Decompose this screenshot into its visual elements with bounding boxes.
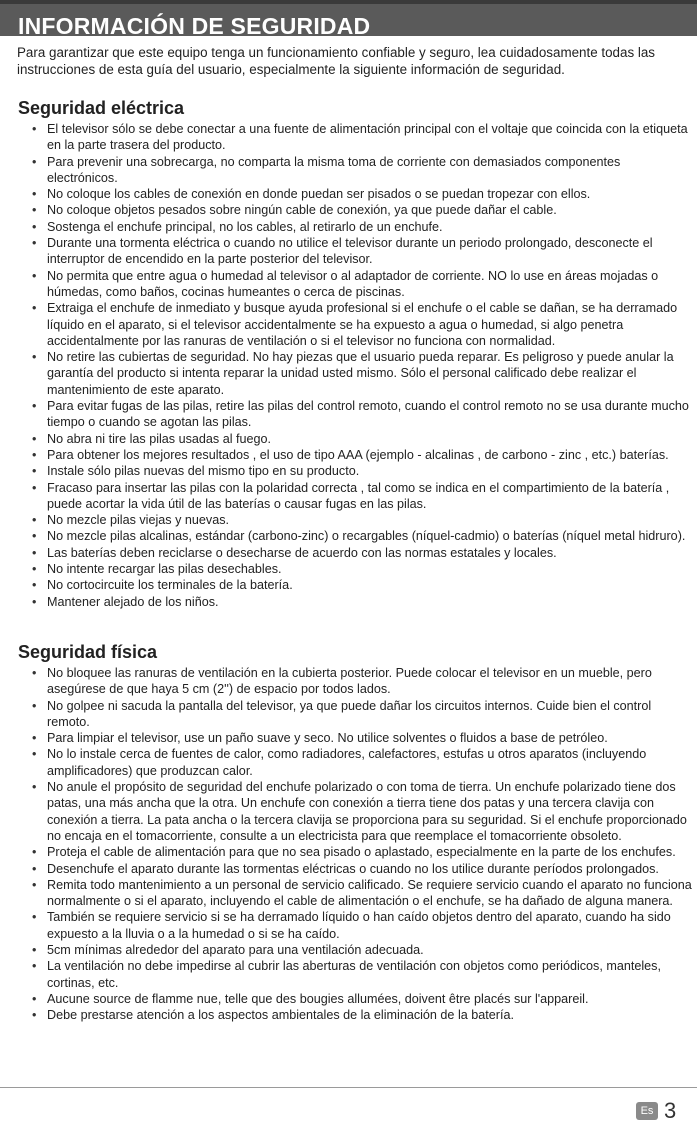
list-item: • Para limpiar el televisor, use un paño suave y seco. No utilice solventes o fluidos a base de petróleo. <box>18 730 696 746</box>
list-item: • Aucune source de flamme nue, telle que des bougies allumées, doivent être placés sur l'appareil. <box>18 991 696 1007</box>
list-item: • También se requiere servicio si se ha derramado líquido o han caído objetos dentro del aparato, cuando ha sido expuesto a la lluvia o a la humedad o si se ha caído. <box>18 909 696 942</box>
header-bar <box>0 4 697 39</box>
list-item: • No lo instale cerca de fuentes de calor, como radiadores, calefactores, estufas u otros aparatos (incluyendo amplificadores) que produzcan calor. <box>18 746 696 779</box>
list-item: • No coloque los cables de conexión en donde puedan ser pisados o se puedan tropezar con ellos. <box>18 186 694 202</box>
page-number: 3 <box>664 1098 677 1123</box>
list-item: • No abra ni tire las pilas usadas al fuego. <box>18 431 694 447</box>
list-item: • Instale sólo pilas nuevas del mismo tipo en su producto. <box>18 463 694 479</box>
list-item: • No retire las cubiertas de seguridad. No hay piezas que el usuario pueda reparar. Es peligroso y puede anular la garantía del producto si intenta reparar la unidad usted mismo. Sólo el personal calificado debe realizar el mantenimiento de este aparato. <box>18 349 694 398</box>
list-item: • No bloquee las ranuras de ventilación en la cubierta posterior. Puede colocar el televisor en un mueble, pero asegúrese de que haya 5 cm (2'') de espacio por todos lados. <box>18 665 696 698</box>
section-heading-physical: Seguridad física <box>18 642 158 662</box>
list-item: • Fracaso para insertar las pilas con la polaridad correcta , tal como se indica en el compartimiento de la batería , puede acortar la vida útil de las baterías o causar fugas en las pilas. <box>18 480 694 513</box>
intro-paragraph: Para garantizar que este equipo tenga un funcionamiento confiable y seguro, lea cuidadosamente todas las instrucciones de esta guía del usuario, especialmente la siguiente información de seguridad. <box>17 45 655 77</box>
list-item: • 5cm mínimas alrededor del aparato para una ventilación adecuada. <box>18 942 696 958</box>
physical-safety-list <box>18 665 696 1024</box>
list-item: • Remita todo mantenimiento a un personal de servicio calificado. Se requiere servicio cuando el aparato no funciona normalmente o si el aparato, incluyendo el cable de alimentación o el enchufe, se ha dañado de alguna manera. <box>18 877 696 910</box>
language-badge: Es <box>636 1102 658 1120</box>
list-item: • Las baterías deben reciclarse o desecharse de acuerdo con las normas estatales y locales. <box>18 545 694 561</box>
list-item: • No anule el propósito de seguridad del enchufe polarizado o con toma de tierra. Un enchufe polarizado tiene dos patas, una más ancha que la otra. Un enchufe con conexión a tierra tiene dos patas y una tercera clavija con conexión a tierra. La pata ancha o la tercera clavija se proporciona para su seguridad. Si el enchufe proporcionado no encaja en el tomacorriente, consulte a un electricista para que reemplace el tomacorriente obsoleto. <box>18 779 696 844</box>
list-item: • No golpee ni sacuda la pantalla del televisor, ya que puede dañar los circuitos internos. Cuide bien el control remoto. <box>18 698 696 731</box>
list-item: • Sostenga el enchufe principal, no los cables, al retirarlo de un enchufe. <box>18 219 694 235</box>
list-item: • No coloque objetos pesados sobre ningún cable de conexión, ya que puede dañar el cable. <box>18 202 694 218</box>
list-item: • Debe prestarse atención a los aspectos ambientales de la eliminación de la batería. <box>18 1007 696 1023</box>
list-item: • Desenchufe el aparato durante las tormentas eléctricas o cuando no los utilice durante períodos prolongados. <box>18 861 696 877</box>
list-item: • Para prevenir una sobrecarga, no comparta la misma toma de corriente con demasiados componentes electrónicos. <box>18 154 694 187</box>
list-item: • No cortocircuite los terminales de la batería. <box>18 577 694 593</box>
electrical-safety-section <box>18 97 694 610</box>
list-item: • Extraiga el enchufe de inmediato y busque ayuda profesional si el enchufe o el cable se dañan, se ha derramado líquido en el aparato, si el televisor accidentalmente se ha expuesto a agua o humedad, si algo penetra accidentalmente por las ranuras de ventilación o si el televisor no funciona con normalidad. <box>18 300 694 349</box>
list-item: • Para obtener los mejores resultados , el uso de tipo AAA (ejemplo - alcalinas , de carbono - zinc , etc.) baterías. <box>18 447 694 463</box>
list-item: • Mantener alejado de los niños. <box>18 594 694 610</box>
electrical-safety-list <box>18 121 694 610</box>
list-item: • No mezcle pilas alcalinas, estándar (carbono-zinc) o recargables (níquel-cadmio) o baterías (níquel metal hidruro). <box>18 528 694 544</box>
page-title: INFORMACIÓN DE SEGURIDAD <box>18 13 371 39</box>
list-item: • Proteja el cable de alimentación para que no sea pisado o aplastado, especialmente en la parte de los enchufes. <box>18 844 696 860</box>
list-item: • El televisor sólo se debe conectar a una fuente de alimentación principal con el voltaje que coincida con la etiqueta en la parte trasera del producto. <box>18 121 694 154</box>
list-item: • No permita que entre agua o humedad al televisor o al adaptador de corriente. NO lo use en áreas mojadas o húmedas, como baños, cocinas humeantes o cerca de piscinas. <box>18 268 694 301</box>
list-item: • No mezcle pilas viejas y nuevas. <box>18 512 694 528</box>
list-item: • No intente recargar las pilas desechables. <box>18 561 694 577</box>
physical-safety-section <box>18 641 696 1024</box>
list-item: • La ventilación no debe impedirse al cubrir las aberturas de ventilación con objetos como periódicos, manteles, cortinas, etc. <box>18 958 696 991</box>
list-item: • Para evitar fugas de las pilas, retire las pilas del control remoto, cuando el control remoto no se usa durante mucho tiempo o cuando se agotan las pilas. <box>18 398 694 431</box>
footer-rule <box>0 1087 697 1088</box>
section-heading-electrical: Seguridad eléctrica <box>18 98 185 118</box>
list-item: • Durante una tormenta eléctrica o cuando no utilice el televisor durante un periodo prolongado, desconecte el interruptor de encendido en la parte posterior del televisor. <box>18 235 694 268</box>
